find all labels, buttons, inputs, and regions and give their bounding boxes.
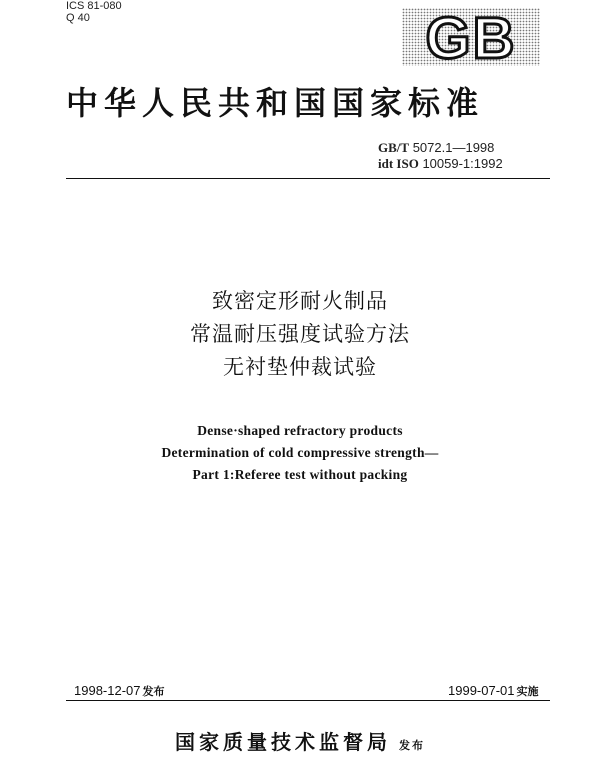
standard-title: 中华人民共和国国家标准 xyxy=(66,84,485,122)
issuer xyxy=(0,726,600,755)
title-en-line1: Dense·shaped refractory products xyxy=(197,423,403,438)
issue-date-label: 发布 xyxy=(142,686,165,698)
issue-date xyxy=(74,683,165,699)
standard-code xyxy=(378,140,538,172)
effective-date-label: 实施 xyxy=(516,686,539,698)
issuer-name: 国家质量技术监督局 xyxy=(175,730,391,754)
idt-reference xyxy=(378,156,538,172)
effective-date xyxy=(448,683,539,699)
title-english xyxy=(0,420,600,486)
title-cn-line2: 常温耐压强度试验方法 xyxy=(190,322,410,346)
gb-logo xyxy=(402,8,540,66)
ics-code: ICS 81-080 xyxy=(66,0,122,12)
title-en-line2: Determination of cold compressive strength— xyxy=(161,445,439,460)
title-cn-line3: 无衬垫仲裁试验 xyxy=(223,355,377,379)
effective-date-value: 1999-07-01 xyxy=(448,683,515,698)
title-chinese xyxy=(0,285,600,384)
idt-prefix: idt ISO xyxy=(378,156,419,171)
issuer-action: 发布 xyxy=(399,739,425,752)
title-cn-line1: 致密定形耐火制品 xyxy=(212,289,388,313)
standard-prefix: GB/T xyxy=(378,140,410,155)
top-divider xyxy=(66,178,550,179)
standard-number-value: 5072.1—1998 xyxy=(412,140,495,155)
title-en-line3: Part 1:Referee test without packing xyxy=(192,467,408,482)
bottom-divider xyxy=(66,700,550,701)
classification-codes xyxy=(66,0,122,24)
gb-logo-text: GB xyxy=(425,8,517,66)
issue-date-value: 1998-12-07 xyxy=(74,683,141,698)
idt-number: 10059-1:1992 xyxy=(422,156,503,171)
standard-number xyxy=(378,140,538,156)
ccs-code: Q 40 xyxy=(66,12,90,24)
